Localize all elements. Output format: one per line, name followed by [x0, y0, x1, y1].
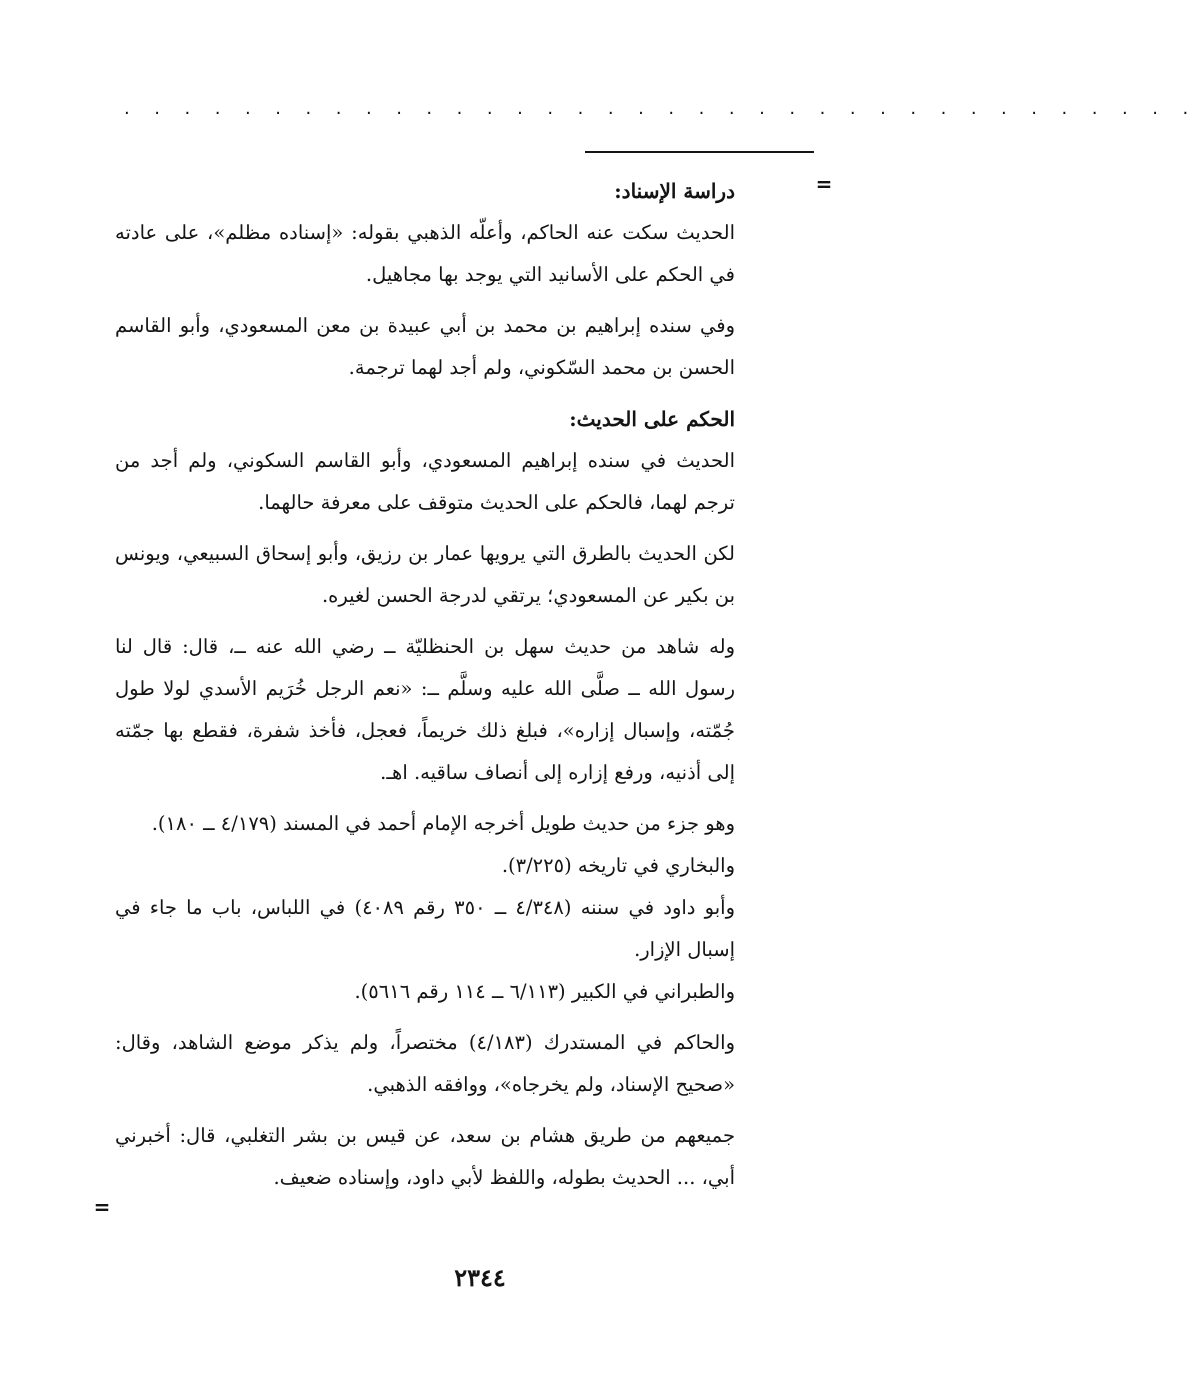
takhrij-paragraph: جميعهم من طريق هشام بن سعد، عن قيس بن بشر التغلبي، قال: أخبرني أبي، ... الحديث بطوله، واللفظ لأبي داود، وإسناده ضعيف.	[115, 1124, 735, 1189]
hukm-paragraph: الحديث في سنده إبراهيم المسعودي، وأبو القاسم السكوني، ولم أجد من ترجم لهما، فالحكم على الحديث متوقف على معرفة حالهما.	[115, 449, 735, 514]
takhrij-paragraph: والحاكم في المستدرك (٤/١٨٣) مختصراً، ولم يذكر موضع الشاهد، وقال: «صحيح الإسناد، ولم يخرجاه»، ووافقه الذهبي.	[115, 1031, 735, 1096]
takhrij-paragraph: وأبو داود في سننه (٤/٣٤٨ ــ ٣٥٠ رقم ٤٠٨٩) في اللباس، باب ما جاء في إسبال الإزار.	[115, 896, 736, 961]
hukm-paragraph: وله شاهد من حديث سهل بن الحنظليّة ــ رضي الله عنه ــ، قال: قال لنا رسول الله ــ صلَّى الله عليه وسلَّم ــ: «نعم الرجل خُرَيم الأسدي لولا طول جُمّته، وإسبال إزاره»، فبلغ ذلك خريماً، فعجل، فأخذ شفرة، فقطع بها جمّته إلى أذنيه، ورفع إزاره إلى أنصاف ساقيه. اهـ.	[115, 635, 735, 784]
continuation-mark-bottom: =	[93, 1195, 111, 1219]
takhrij-paragraph: والطبراني في الكبير (٦/١١٣ ــ ١١٤ رقم ٥٦١٦).	[354, 980, 735, 1003]
isnad-heading: دراسة الإسناد:	[614, 179, 735, 203]
continuation-mark-top: =	[815, 172, 833, 196]
section-rule	[585, 151, 814, 153]
page-body	[115, 170, 735, 1240]
page-number: ٢٣٤٤	[454, 1263, 506, 1292]
hukm-heading: الحكم على الحديث:	[569, 407, 735, 431]
takhrij-paragraph: والبخاري في تاريخه (٣/٢٢٥).	[501, 854, 735, 877]
isnad-paragraph: وفي سنده إبراهيم بن محمد بن أبي عبيدة بن معن المسعودي، وأبو القاسم الحسن بن محمد السّكوني، ولم أجد لهما ترجمة.	[115, 314, 735, 379]
isnad-paragraph: الحديث سكت عنه الحاكم، وأعلّه الذهبي بقوله: «إسناده مظلم»، على عادته في الحكم على الأسانيد التي يوجد بها مجاهيل.	[115, 221, 735, 286]
dotted-separator: · · · · · · · · · · · · · · · · · · · · · · · · · · · · · · · · · · · ·	[124, 103, 1198, 124]
hukm-paragraph: لكن الحديث بالطرق التي يرويها عمار بن رزيق، وأبو إسحاق السبيعي، ويونس بن بكير عن المسعودي؛ يرتقي لدرجة الحسن لغيره.	[115, 542, 735, 607]
takhrij-paragraph: وهو جزء من حديث طويل أخرجه الإمام أحمد في المسند (٤/١٧٩ ــ ١٨٠).	[151, 812, 735, 835]
